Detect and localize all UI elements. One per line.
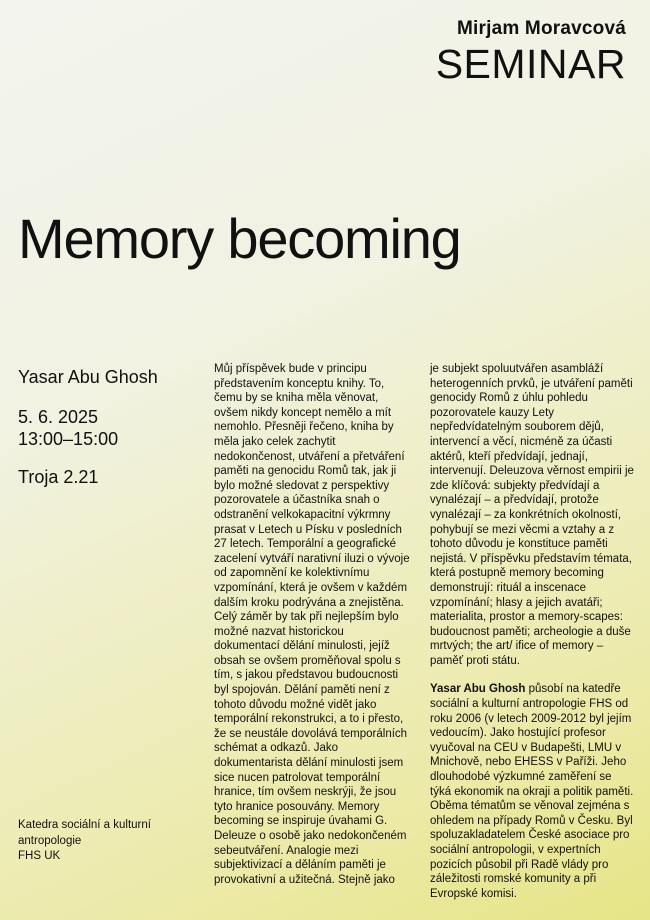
poster-title: Memory becoming [18,207,461,270]
bio-paragraph [430,682,635,901]
affiliation-line-1: Katedra sociální a kulturní [18,819,151,831]
abstract-column-1 [214,362,410,887]
abstract-column-2 [430,362,635,901]
bio-name: Yasar Abu Ghosh [430,683,526,696]
affiliation [18,818,198,865]
spacer [18,450,198,466]
event-time: 13:00–15:00 [18,429,119,449]
seminar-word: SEMINAR [435,41,626,87]
abstract-text-1: Můj příspěvek bude v principu představením konceptu knihy. To, čemu by se kniha měla věnovat, ovšem nikdy koncept nemělo a mít nemohlo. Přesněji řečeno, kniha by měla jako celek zachytit nedokončenost, utváření a přetváření paměti na genocidu Romů tak, jak ji bylo možné sledovat z perspektivy pozorovatele a účastníka snah o odstranění velkokapacitní výkrmny prasat v Letech u Písku v posledních 27 letech. Temporální a geografické zacelení vytváří narativní iluzi o vývoje od zapomnění ke kolektivnímu vzpomínání, která je ovšem v každém dalším kroku podrývána a znejistěna. Celý záměr by tak při nejlepším bylo možné nazvat historickou dokumentací dělání minulosti, jejíž obsah se ovšem proměňoval spolu s tím, s jakou představou budoucnosti byl spojován. Dělání paměti není z tohoto důvodu možné vidět jako temporální rekonstrukci, a to i přesto, že se neustále dovolává temporálních schémat a odkazů. Jako dokumentarista dělání minulosti jsem sice nucen patrolovat temporální hranice, tím ovšem neskrýji, že jsou tyto hranice posouvány. Memory becoming se inspiruje úvahami G. Deleuze o osobě jako nedokončeném sebeutváření. Analogie mezi subjektivizací a děláním paměti je provokativní a užitečná. Stejně jako [214,363,410,886]
affiliation-line-2: antropologie [18,834,82,847]
bio-text: působí na katedře sociální a kulturní antropologie FHS od roku 2006 (v letech 2009-2012 byl jejím vedoucím). Jako hostující profesor vyučoval na CEU v Budapešti, LMU v Mnichově, nebo EHESS v Paříži. Jeho dlouhodobé výzkumné zaměření se týká ekonomik na okraji a politik paměti. Oběma tématům se věnoval zejména s ohledem na případy Romů v Česku. Byl spoluzakladatelem České asociace pro sociální antropologii, v expertních pozicích působil při Radě vlády pro záležitosti romské komunity a při Evropské komisi. [430,683,634,900]
event-room: Troja 2.21 [18,467,99,487]
speaker-name: Yasar Abu Ghosh [18,367,158,387]
event-info [18,366,198,488]
seminar-host-name: Mirjam Moravcová [457,18,626,39]
event-date: 5. 6. 2025 [18,407,99,427]
seminar-brand [435,18,626,87]
paragraph-gap [430,668,635,682]
affiliation-line-3: FHS UK [18,850,61,862]
abstract-text-2: je subjekt spoluutvářen asambláží heterogenních prvků, je utváření paměti genocidy Romů z úhlu pohledu pozorovatele kauzy Lety nepředvídatelným souborem dějů, intervencí a věcí, nicméně za účasti aktérů, kteří předvídají, jednají, intervenují. Deleuzova věrnost empirii je zde klíčová: subjekty předvídají a vynalézají – a předvídají, protože vynalézají – za konkrétních okolností, pohybují se mezi věcmi a vztahy a z tohoto důvodu je konstituce paměti nejistá. V příspěvku představím témata, která postupně memory becoming demonstrují: rituál a inscenace vzpomínání; hlasy a jejich avatáři; materialita, prostor a memory-scapes: budoucnost paměti; archeologie a duše mrtvých; the art/ ifice of memory – paměť proti státu. [430,363,634,667]
